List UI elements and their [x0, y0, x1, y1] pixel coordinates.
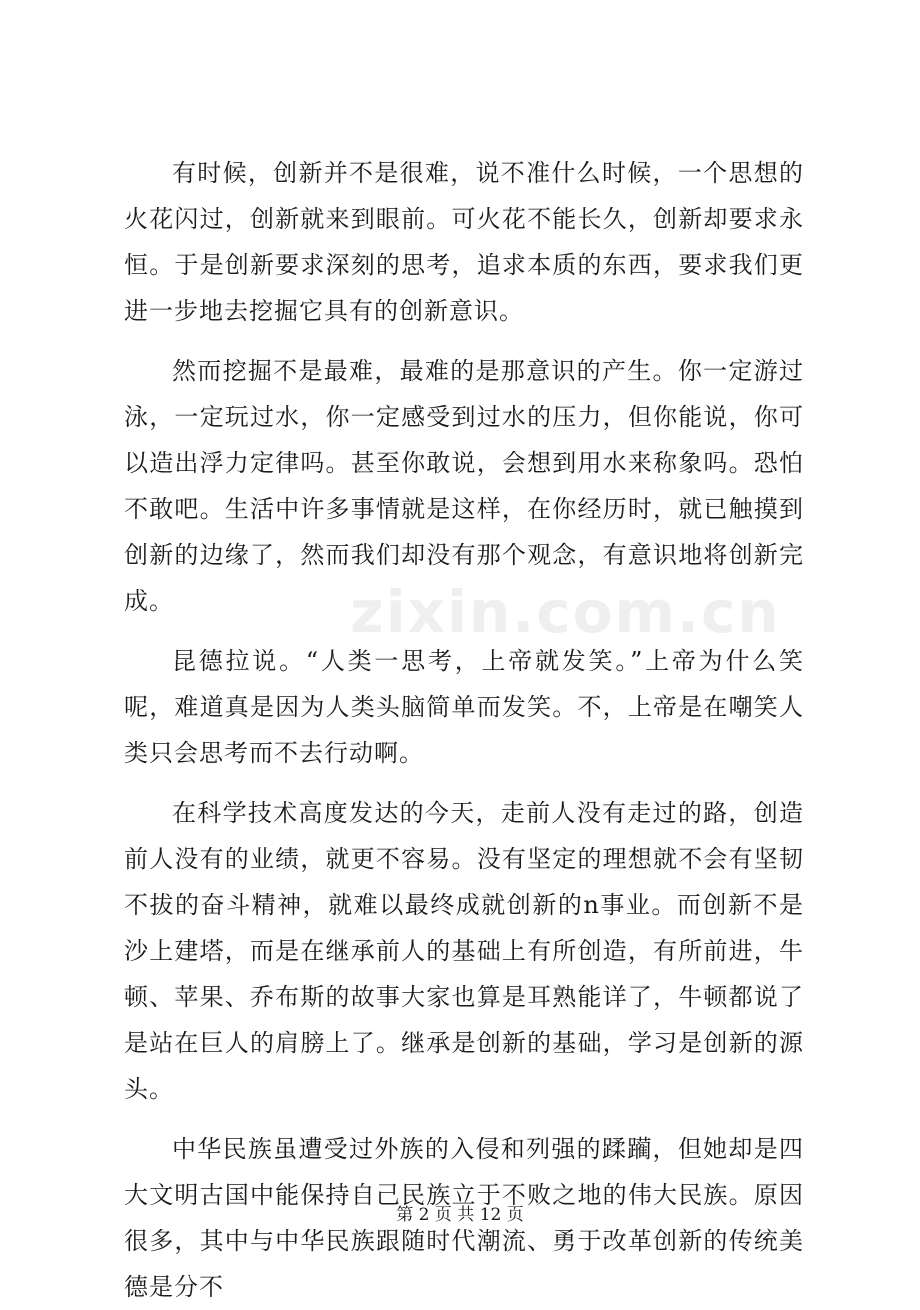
paragraph-5: 中华民族虽遭受过外族的入侵和列强的蹂躏，但她却是四大文明古国中能保持自己民族立于不败之地的伟大民族。原因很多，其中与中华民族跟随时代潮流、勇于改革创新的传统美德是分不 [124, 1135, 804, 1301]
watermark: zixin.com.cn [350, 578, 781, 646]
page-number-footer: 第 2 页 共 12 页 [396, 1205, 524, 1225]
paragraph-1: 有时候，创新并不是很难，说不准什么时候，一个思想的火花闪过，创新就来到眼前。可火花不能长久，创新却要求永恒。于是创新要求深刻的思考，追求本质的东西，要求我们更进一步地去挖掘它具有的创新意识。 [124, 159, 804, 325]
paragraph-2: 然而挖掘不是最难，最难的是那意识的产生。你一定游过泳，一定玩过水，你一定感受到过水的压力，但你能说，你可以造出浮力定律吗。甚至你敢说，会想到用水来称象吗。恐怕不敢吧。生活中许多事情就是这样，在你经历时，就已触摸到创新的边缘了，然而我们却没有那个观念，有意识地将创新完成。 [124, 357, 804, 615]
body-text [124, 150, 804, 1310]
paragraph-3: 昆德拉说。“人类一思考，上帝就发笑。”上帝为什么笑呢，难道真是因为人类头脑简单而发笑。不，上帝是在嘲笑人类只会思考而不去行动啊。 [124, 647, 804, 767]
paragraph-4: 在科学技术高度发达的今天，走前人没有走过的路，创造前人没有的业绩，就更不容易。没有坚定的理想就不会有坚韧不拔的奋斗精神，就难以最终成就创新的n事业。而创新不是沙上建塔，而是在继承前人的基础上有所创造，有所前进，牛顿、苹果、乔布斯的故事大家也算是耳熟能详了，牛顿都说了是站在巨人的肩膀上了。继承是创新的基础，学习是创新的源头。 [124, 799, 804, 1103]
